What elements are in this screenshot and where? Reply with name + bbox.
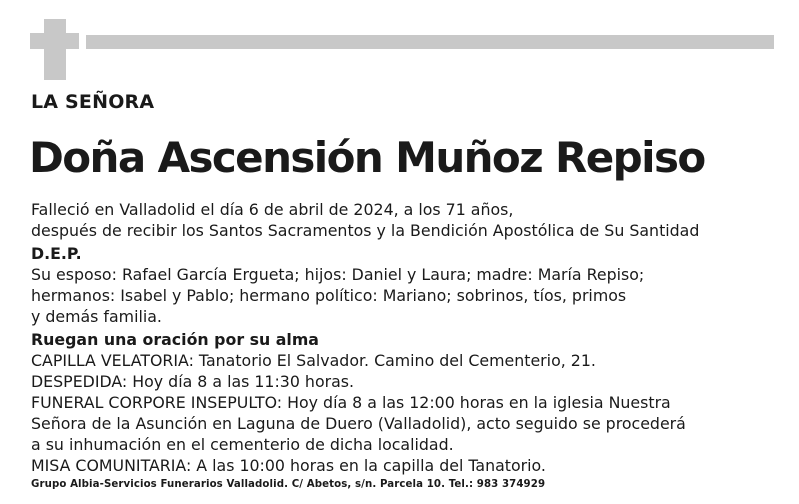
details-line: FUNERAL CORPORE INSEPULTO: Hoy día 8 a las 12:00 horas en la iglesia Nuestra xyxy=(31,393,671,412)
intro-line: después de recibir los Santos Sacramentos y la Bendición Apostólica de Su Santidad xyxy=(31,221,700,240)
family-line: Su esposo: Rafael García Ergueta; hijos: Daniel y Laura; madre: María Repiso; xyxy=(31,265,645,284)
family-line: y demás familia. xyxy=(31,307,162,326)
header-rule xyxy=(86,35,774,49)
honorific-title: LA SEÑORA xyxy=(31,91,155,113)
cross-horizontal-bar xyxy=(30,33,79,49)
details-line: DESPEDIDA: Hoy día 8 a las 11:30 horas. xyxy=(31,372,355,391)
cross-vertical-bar xyxy=(44,19,66,80)
family-paragraph xyxy=(31,264,644,327)
prayer-heading: Ruegan una oración por su alma xyxy=(31,330,319,349)
dep-label: D.E.P. xyxy=(31,244,82,263)
details-line: a su inhumación en el cementerio de dicha localidad. xyxy=(31,435,454,454)
deceased-name: Doña Ascensión Muñoz Repiso xyxy=(29,133,705,182)
intro-paragraph xyxy=(31,199,699,241)
funeral-home-footer: Grupo Albia-Servicios Funerarios Valladolid. C/ Abetos, s/n. Parcela 10. Tel.: 983 374929 xyxy=(31,479,546,490)
family-line: hermanos: Isabel y Pablo; hermano político: Mariano; sobrinos, tíos, primos xyxy=(31,286,627,305)
intro-line: Falleció en Valladolid el día 6 de abril de 2024, a los 71 años, xyxy=(31,200,514,219)
details-line: CAPILLA VELATORIA: Tanatorio El Salvador. Camino del Cementerio, 21. xyxy=(31,351,596,370)
details-line: MISA COMUNITARIA: A las 10:00 horas en la capilla del Tanatorio. xyxy=(31,456,546,475)
details-line: Señora de la Asunción en Laguna de Duero (Valladolid), acto seguido se procederá xyxy=(31,414,686,433)
details-paragraph xyxy=(31,350,686,476)
